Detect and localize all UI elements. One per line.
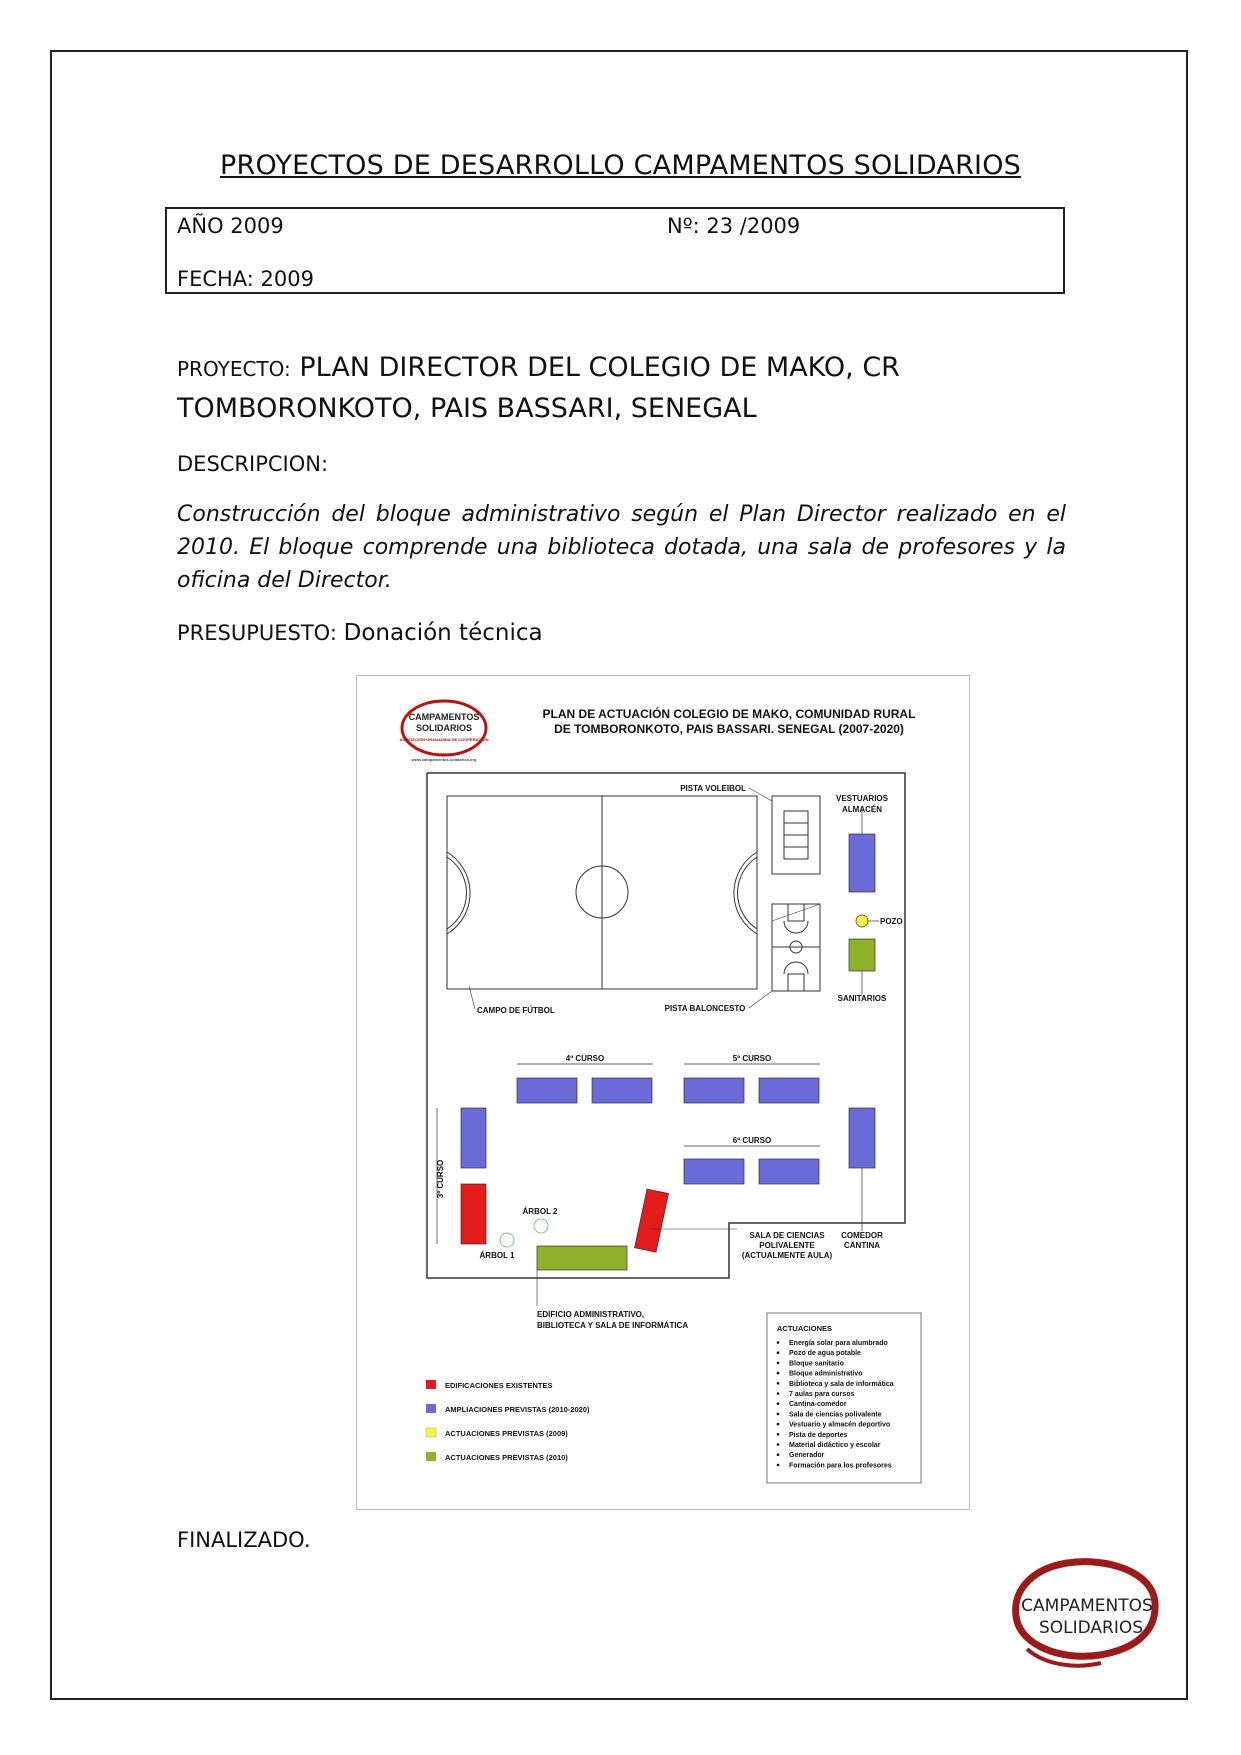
- curso4-block-b: [592, 1078, 652, 1103]
- actuacion-bullet: [777, 1372, 780, 1375]
- legend-label-ampliaciones: AMPLIACIONES PREVISTAS (2010-2020): [445, 1405, 590, 1414]
- actuaciones-box: [767, 1313, 921, 1483]
- info-box: [165, 207, 1065, 294]
- sala-ciencias-block: [635, 1189, 669, 1252]
- legend-label-2009: ACTUACIONES PREVISTAS (2009): [445, 1429, 568, 1438]
- description-text: Construcción del bloque administrativo según el Plan Director realizado en el 2010. El bloque comprende una biblioteca dotada, una sala de profesores y la oficina del Director.: [177, 502, 1066, 593]
- brand-logo: [1005, 1553, 1175, 1677]
- logo-line2: SOLIDARIOS: [1038, 1618, 1144, 1638]
- curso6-block-b: [759, 1159, 819, 1184]
- actuacion-item: Vestuario y almacén deportivo: [789, 1421, 891, 1429]
- label-arbol2: ÁRBOL 2: [522, 1207, 558, 1216]
- project-label: PROYECTO:: [177, 357, 291, 381]
- label-arbol1: ÁRBOL 1: [479, 1251, 515, 1260]
- tree-2: [534, 1219, 548, 1233]
- label-campo-futbol: CAMPO DE FÚTBOL: [477, 1006, 555, 1015]
- project-heading: [177, 348, 1077, 429]
- date-label: FECHA: 2009: [177, 267, 314, 291]
- actuacion-bullet: [777, 1402, 780, 1405]
- plan-logo-line1: CAMPAMENTOS: [408, 712, 480, 722]
- label-vestuarios: VESTUARIOS: [835, 794, 889, 803]
- legend-label-existing: EDIFICACIONES EXISTENTES: [445, 1381, 553, 1390]
- legend-swatch-2010: [426, 1452, 436, 1461]
- budget-label: PRESUPUESTO:: [177, 621, 337, 645]
- plan-logo-url: www.campamentos-solidarios.org: [411, 757, 477, 762]
- plan-title-line1: PLAN DE ACTUACIÓN COLEGIO DE MAKO, COMUNIDAD RURAL: [542, 707, 916, 721]
- curso6-block-a: [684, 1159, 744, 1184]
- actuacion-item: Material didáctico y escolar: [789, 1442, 881, 1449]
- project-name: PLAN DIRECTOR DEL COLEGIO DE MAKO, CR TOMBORONKOTO, PAIS BASSARI, SENEGAL: [177, 352, 900, 424]
- label-sala2: POLIVALENTE: [759, 1241, 815, 1250]
- actuacion-bullet: [777, 1351, 780, 1354]
- curso3-block: [461, 1108, 486, 1168]
- page-title: PROYECTOS DE DESARROLLO CAMPAMENTOS SOLIDARIOS: [220, 150, 1021, 181]
- actuacion-bullet: [777, 1443, 780, 1446]
- actuacion-item: Cantina-comedor: [789, 1401, 847, 1409]
- football-field: [447, 796, 757, 989]
- curso4-block-a: [517, 1078, 577, 1103]
- existing-block: [461, 1184, 486, 1244]
- label-curso6: 6º CURSO: [732, 1136, 772, 1145]
- actuacion-item: 7 aulas para cursos: [789, 1391, 855, 1398]
- actuacion-item: Bloque administrativo: [789, 1370, 863, 1378]
- curso5-block-a: [684, 1078, 744, 1103]
- actuacion-item: Formación para los profesores: [789, 1462, 892, 1470]
- actuacion-item: Energía solar para alumbrado: [789, 1340, 888, 1347]
- plan-title-line2: DE TOMBORONKOTO, PAIS BASSARI. SENEGAL (2007-2020): [554, 722, 904, 736]
- label-curso4: 4º CURSO: [565, 1054, 605, 1063]
- label-sala3: (ACTUALMENTE AULA): [741, 1251, 833, 1260]
- plan-logo: [400, 701, 489, 762]
- actuacion-item: Pista de deportes: [789, 1431, 848, 1439]
- actuacion-bullet: [777, 1464, 780, 1467]
- legend-swatch-existing: [426, 1380, 436, 1389]
- actuacion-bullet: [777, 1433, 780, 1436]
- legend-swatch-ampliaciones: [426, 1404, 436, 1413]
- label-curso3: 3º CURSO: [436, 1159, 445, 1199]
- comedor-block: [849, 1108, 875, 1168]
- legend-label-2010: ACTUACIONES PREVISTAS (2010): [445, 1453, 568, 1462]
- actuaciones-title: ACTUACIONES: [777, 1324, 833, 1333]
- label-sanitarios: SANITARIOS: [837, 994, 887, 1003]
- actuacion-bullet: [777, 1423, 780, 1426]
- budget-line: [177, 620, 543, 646]
- pozo-marker: [856, 915, 868, 927]
- sanitarios-block: [849, 939, 875, 971]
- label-cantina: CANTINA: [844, 1241, 880, 1250]
- vestuarios-block: [849, 834, 875, 892]
- actuacion-item: Sala de ciencias polivalente: [789, 1411, 882, 1419]
- site-plan-figure: [356, 675, 970, 1510]
- description-label: DESCRIPCION:: [177, 452, 329, 476]
- volleyball-court: [772, 796, 820, 874]
- basketball-court: [772, 904, 820, 991]
- site-plan-drawing: [357, 676, 971, 1511]
- plan-logo-subtitle: ASOCIACIÓN GRANADINA DE COOPERACIÓN: [399, 737, 489, 742]
- actuacion-bullet: [777, 1392, 780, 1395]
- label-edificio1: EDIFICIO ADMINISTRATIVO,: [537, 1310, 645, 1319]
- actuacion-bullet: [777, 1413, 780, 1416]
- budget-value: Donación técnica: [343, 620, 543, 646]
- label-pista-baloncesto: PISTA BALONCESTO: [664, 1004, 746, 1013]
- actuacion-bullet: [777, 1341, 780, 1344]
- actuacion-item: Pozo de agua potable: [789, 1350, 861, 1358]
- logo-line1: CAMPAMENTOS: [1021, 1596, 1153, 1616]
- admin-building-block: [537, 1246, 627, 1270]
- plan-logo-line2: SOLIDARIOS: [415, 723, 473, 733]
- number-label: Nº: 23 /2009: [667, 214, 801, 238]
- curso5-block-b: [759, 1078, 819, 1103]
- actuacion-item: Biblioteca y sala de informática: [789, 1380, 894, 1388]
- label-pista-voleibol: PISTA VOLEIBOL: [680, 784, 746, 793]
- status-text: FINALIZADO.: [177, 1528, 311, 1552]
- actuacion-bullet: [777, 1382, 780, 1385]
- label-comedor: COMEDOR: [841, 1231, 883, 1240]
- plan-legend: [426, 1380, 590, 1462]
- actuacion-item: Generador: [789, 1452, 825, 1460]
- label-almacen: ALMACÉN: [842, 805, 882, 814]
- legend-swatch-2009: [426, 1428, 436, 1437]
- label-sala1: SALA DE CIENCIAS: [749, 1231, 825, 1240]
- actuacion-bullet: [777, 1453, 780, 1456]
- label-pozo: POZO: [880, 917, 903, 926]
- label-curso5: 5º CURSO: [732, 1054, 772, 1063]
- tree-1: [500, 1233, 514, 1247]
- actuacion-item: Bloque sanitario: [789, 1360, 844, 1368]
- actuacion-bullet: [777, 1362, 780, 1365]
- label-edificio2: BIBLIOTECA Y SALA DE INFORMÁTICA: [537, 1321, 689, 1330]
- year-label: AÑO 2009: [177, 214, 284, 238]
